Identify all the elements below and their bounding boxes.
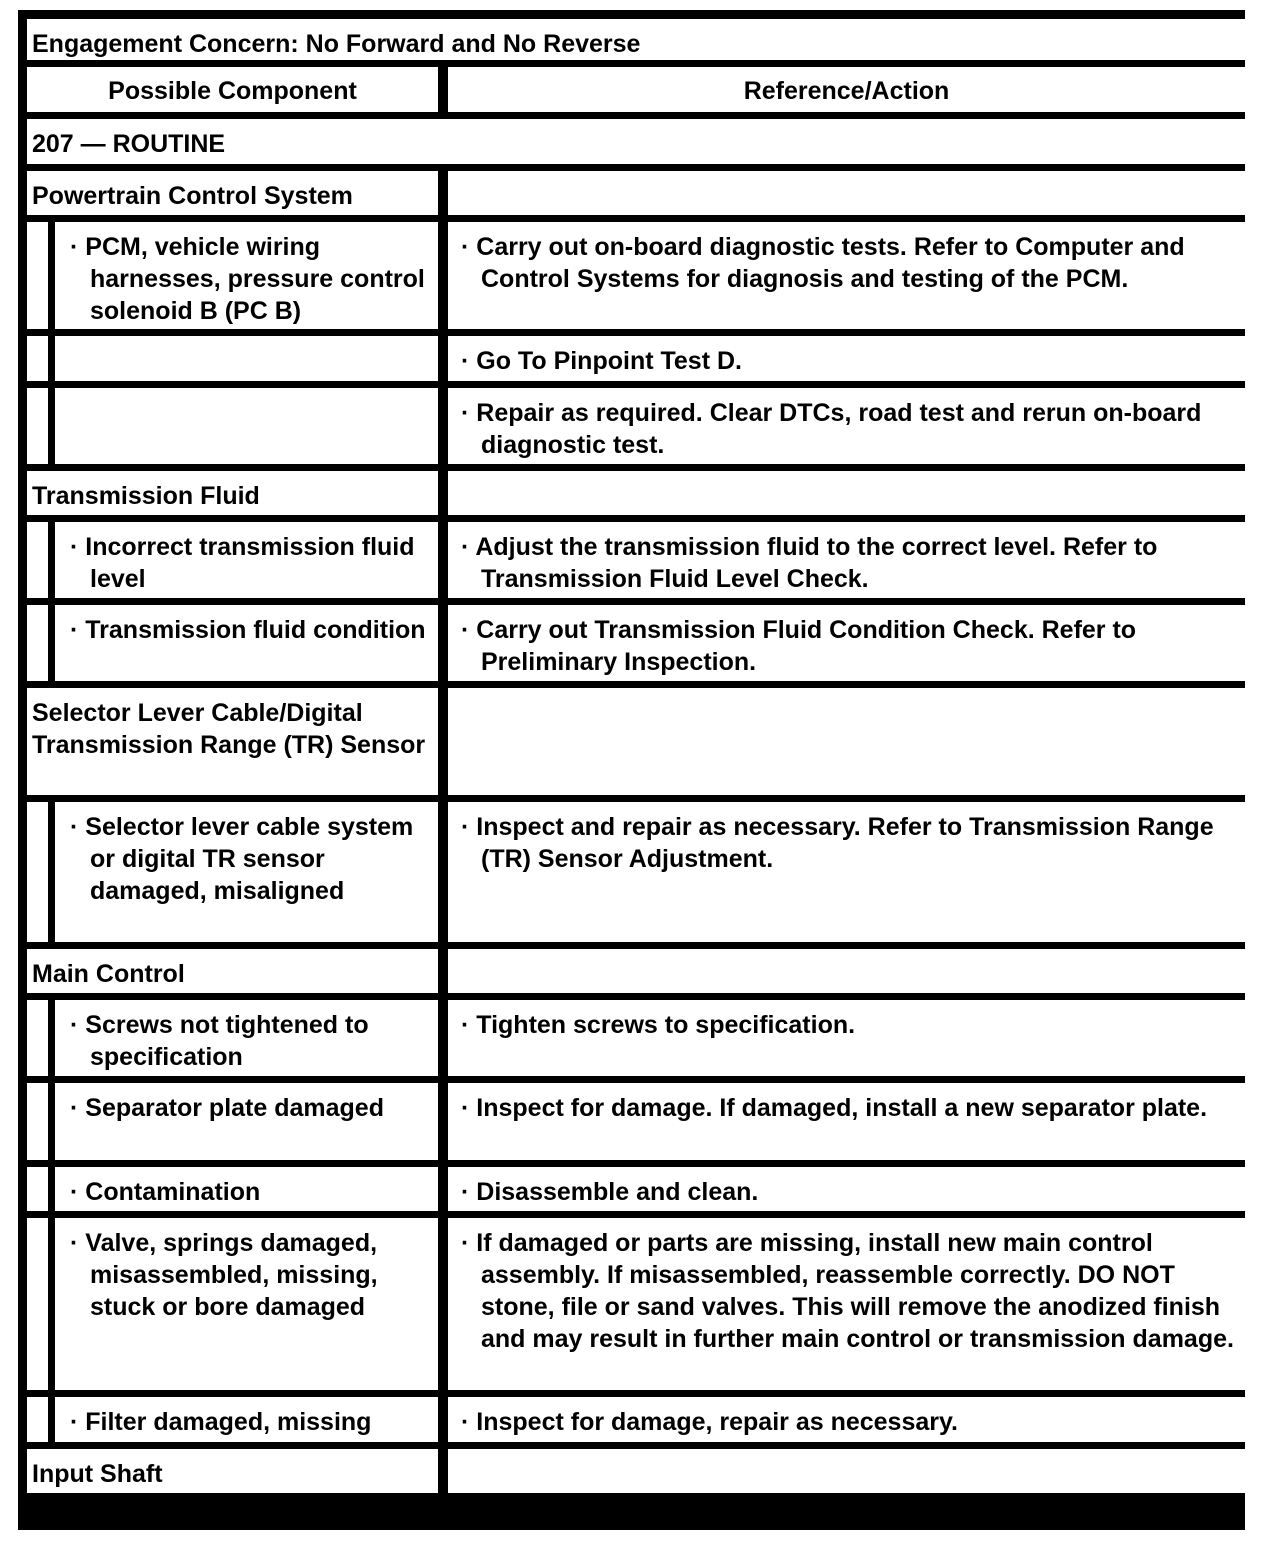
action-fluid-condition xyxy=(448,605,1245,681)
section-input-shaft: Input Shaft xyxy=(27,1449,438,1493)
header-reference-action: Reference/Action xyxy=(448,67,1245,112)
table-title: Engagement Concern: No Forward and No Reverse xyxy=(27,19,1245,60)
section-empty-cell xyxy=(448,171,1245,215)
component-text: · Separator plate damaged xyxy=(70,1094,384,1122)
action-text: · Inspect and repair as necessary. Refer to Transmission Range (TR) Sensor Adjustment. xyxy=(461,813,1214,873)
component-screws xyxy=(27,1000,438,1076)
header-possible-component: Possible Component xyxy=(27,67,438,112)
action-text: · Go To Pinpoint Test D. xyxy=(461,347,742,375)
section-selector-lever-tr-sensor: Selector Lever Cable/Digital Transmission Range (TR) Sensor xyxy=(27,688,438,795)
component-pcm xyxy=(27,222,438,329)
action-fluid-level xyxy=(448,522,1245,598)
action-text: · Adjust the transmission fluid to the correct level. Refer to Transmission Fluid Level Check. xyxy=(461,533,1158,593)
action-text: · Inspect for damage, repair as necessary. xyxy=(461,1408,958,1436)
action-repair xyxy=(448,388,1245,464)
action-valve-springs xyxy=(448,1218,1245,1390)
component-text: · Selector lever cable system or digital TR sensor damaged, misaligned xyxy=(70,813,414,905)
section-empty-cell xyxy=(448,1449,1245,1493)
component-text: · Valve, springs damaged, misassembled, missing, stuck or bore damaged xyxy=(70,1229,378,1321)
action-separator-plate xyxy=(448,1083,1245,1160)
section-transmission-fluid: Transmission Fluid xyxy=(27,471,438,515)
action-filter xyxy=(448,1397,1245,1442)
action-text: · Tighten screws to specification. xyxy=(461,1011,856,1039)
action-screws xyxy=(448,1000,1245,1076)
action-text: · If damaged or parts are missing, install new main control assembly. If misassembled, reassemble correctly. DO NOT stone, file or sand valves. This will remove the anodized finish and may result in further main control or transmission damage. xyxy=(461,1229,1234,1353)
component-valve-springs xyxy=(27,1218,438,1390)
component-empty xyxy=(27,336,438,381)
action-selector-cable xyxy=(448,802,1245,942)
section-empty-cell xyxy=(448,949,1245,993)
section-empty-cell xyxy=(448,471,1245,515)
component-text: · Contamination xyxy=(70,1178,261,1206)
section-empty-cell xyxy=(448,688,1245,795)
component-empty xyxy=(27,388,438,464)
component-text: · Incorrect transmission fluid level xyxy=(70,533,415,593)
action-text: · Repair as required. Clear DTCs, road test and rerun on-board diagnostic test. xyxy=(461,399,1202,459)
component-contamination xyxy=(27,1167,438,1211)
component-separator-plate xyxy=(27,1083,438,1160)
routine-label: 207 — ROUTINE xyxy=(27,119,1245,164)
component-text: · PCM, vehicle wiring harnesses, pressure control solenoid B (PC B) xyxy=(70,233,425,325)
component-text: · Screws not tightened to specification xyxy=(70,1011,369,1071)
diagnostic-table xyxy=(18,10,1245,1530)
action-pcm xyxy=(448,222,1245,329)
action-text: · Carry out Transmission Fluid Condition Check. Refer to Preliminary Inspection. xyxy=(461,616,1137,676)
component-selector-cable xyxy=(27,802,438,942)
action-pinpoint-test xyxy=(448,336,1245,381)
component-text: · Transmission fluid condition xyxy=(70,616,426,644)
component-text: · Filter damaged, missing xyxy=(70,1408,372,1436)
section-main-control: Main Control xyxy=(27,949,438,993)
action-text: · Disassemble and clean. xyxy=(461,1178,759,1206)
action-text: · Carry out on-board diagnostic tests. Refer to Computer and Control Systems for diagnosis and testing of the PCM. xyxy=(461,233,1185,293)
component-filter xyxy=(27,1397,438,1442)
component-fluid-condition xyxy=(27,605,438,681)
action-text: · Inspect for damage. If damaged, install a new separator plate. xyxy=(461,1094,1208,1122)
action-contamination xyxy=(448,1167,1245,1211)
section-powertrain-control-system: Powertrain Control System xyxy=(27,171,438,215)
component-fluid-level xyxy=(27,522,438,598)
